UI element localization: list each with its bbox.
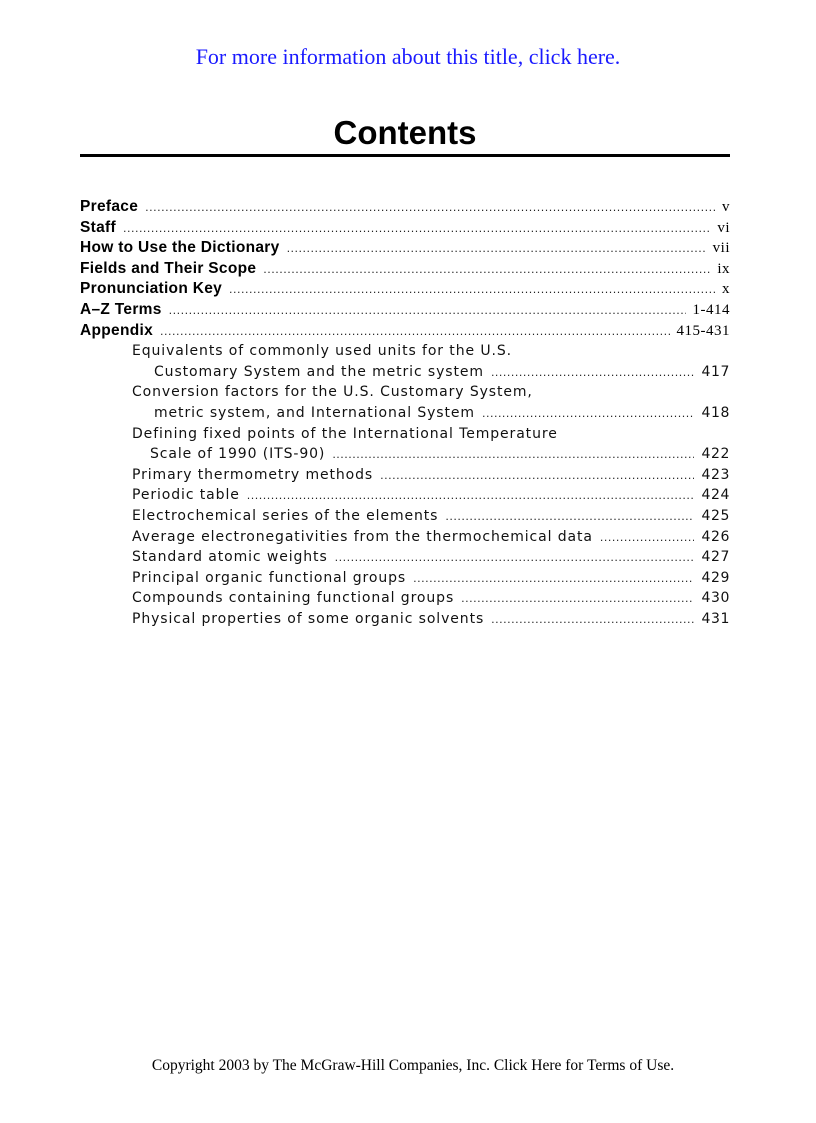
toc-page: ix (717, 260, 730, 277)
toc-entry-staff[interactable] (80, 218, 730, 239)
toc-label: Staff (80, 218, 116, 236)
toc-page: vii (712, 240, 730, 257)
toc-label: Pronunciation Key (80, 280, 223, 298)
toc-subentry-conversion[interactable] (80, 382, 730, 423)
toc-label: Primary thermometry methods (132, 466, 374, 483)
toc-label: A–Z Terms (80, 300, 162, 318)
toc-page: 425 (701, 507, 730, 524)
toc-label-line2: Scale of 1990 (ITS-90) (150, 446, 326, 463)
toc-subentry-periodic-table[interactable] (80, 485, 730, 506)
toc-label-line1: Conversion factors for the U.S. Customary System, (132, 384, 533, 401)
toc-label-line2: metric system, and International System (154, 404, 475, 421)
dot-leader (247, 486, 695, 507)
toc-page: x (722, 281, 730, 298)
dot-leader (145, 198, 715, 219)
page-title: Contents (333, 114, 477, 151)
toc-label-line1: Equivalents of commonly used units for the U.S. (132, 343, 512, 360)
toc-page: v (722, 199, 730, 215)
more-info-link[interactable]: For more information about this title, click here. (195, 44, 621, 69)
toc-label: Preface (80, 198, 139, 215)
toc-page: 431 (701, 610, 730, 627)
dot-leader (380, 466, 694, 487)
dot-leader (445, 507, 694, 528)
toc-label: Compounds containing functional groups (132, 590, 455, 607)
toc-label-line1: Defining fixed points of the International Temperature (132, 425, 558, 442)
toc-page: 422 (701, 446, 730, 463)
toc-page: 426 (701, 528, 730, 545)
toc-page: 429 (701, 569, 730, 586)
toc-subentry-fixed-points[interactable] (80, 424, 730, 465)
toc-subentry-row (80, 403, 730, 424)
dot-leader (287, 239, 706, 260)
toc-label: Electrochemical series of the elements (132, 507, 439, 524)
toc-page: 418 (701, 404, 730, 421)
dot-leader (491, 610, 694, 631)
toc-subentry-electronegativities[interactable] (80, 527, 730, 548)
toc-entry-fields[interactable] (80, 259, 730, 280)
toc-page: 430 (701, 590, 730, 607)
toc-label: Physical properties of some organic solvents (132, 610, 485, 627)
toc-subentry-solvents[interactable] (80, 609, 730, 630)
toc-subentry-equivalents[interactable] (80, 341, 730, 382)
dot-leader (229, 280, 715, 301)
toc-label: Standard atomic weights (132, 549, 328, 566)
toc-entry-how-to-use[interactable] (80, 238, 730, 259)
toc-subentry-atomic-weights[interactable] (80, 547, 730, 568)
toc-entry-az-terms[interactable] (80, 300, 730, 321)
toc-label: Fields and Their Scope (80, 259, 257, 277)
toc-page: 424 (701, 487, 730, 504)
toc-subentry-organic-groups[interactable] (80, 568, 730, 589)
copyright-notice[interactable]: Copyright 2003 by The McGraw-Hill Companies, Inc. Click Here for Terms of Use. (151, 1057, 675, 1074)
toc-label: Average electronegativities from the thermochemical data (132, 528, 593, 545)
toc-page: 417 (701, 363, 730, 380)
dot-leader (332, 445, 694, 466)
dot-leader (263, 260, 710, 281)
toc-entry-appendix[interactable] (80, 321, 730, 342)
toc-page: 423 (701, 466, 730, 483)
dot-leader (160, 322, 669, 343)
toc-label: How to Use the Dictionary (80, 239, 280, 257)
dot-leader (413, 569, 694, 590)
toc-subentry-thermometry[interactable] (80, 465, 730, 486)
title-divider (80, 154, 730, 157)
toc-page: 1-414 (692, 301, 730, 318)
toc-entry-preface[interactable] (80, 197, 730, 218)
dot-leader (461, 589, 694, 610)
dot-leader (482, 404, 695, 425)
toc-page: vi (717, 219, 730, 236)
toc-label-line2: Customary System and the metric system (154, 363, 484, 380)
table-of-contents (80, 197, 730, 629)
dot-leader (600, 528, 695, 549)
toc-subentry-row (80, 362, 730, 383)
toc-page: 427 (701, 549, 730, 566)
dot-leader (169, 301, 686, 322)
dot-leader (491, 363, 695, 384)
toc-subentry-row (80, 444, 730, 465)
dot-leader (335, 548, 695, 569)
toc-entry-pronunciation[interactable] (80, 279, 730, 300)
toc-subentry-electrochemical[interactable] (80, 506, 730, 527)
toc-label: Appendix (80, 321, 154, 339)
toc-subentry-compounds[interactable] (80, 588, 730, 609)
dot-leader (123, 219, 710, 240)
toc-label: Principal organic functional groups (132, 569, 407, 586)
toc-label: Periodic table (132, 487, 240, 504)
toc-page: 415-431 (676, 322, 730, 339)
